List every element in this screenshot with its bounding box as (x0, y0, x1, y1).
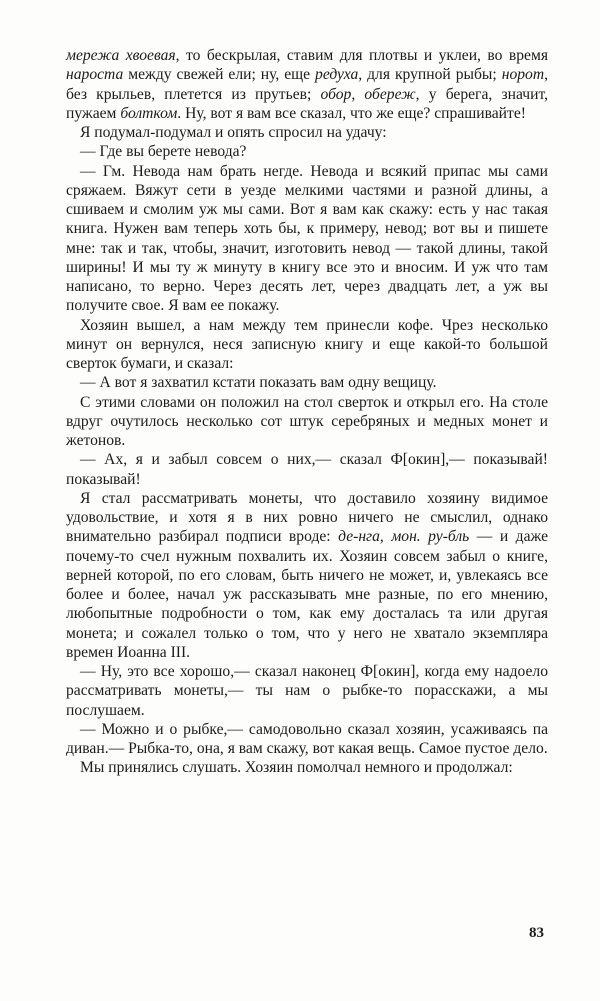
text-run: — Где вы берете невода? (80, 143, 247, 161)
text-run: . Ну, вот я вам все сказал, что же еще? спрашивайте! (177, 104, 526, 122)
italic-term: болтком (120, 104, 178, 122)
paragraph (66, 489, 548, 662)
text-run: Мы принялись слушать. Хозяин помолчал немного и продолжал: (80, 759, 513, 777)
text-run: для крупной рыбы; (362, 66, 502, 84)
text-run: С этими словами он положил на стол сверток и открыл его. На столе вдруг очутилось несколько сот штук серебряных и медных монет и жетонов. (66, 393, 548, 449)
paragraph (66, 46, 548, 123)
italic-term: обор, обереж (320, 85, 416, 103)
text-run: — Можно и о рыбке,— самодовольно сказал хозяин, усаживаясь па диван.— Рыбка-то, она, я вам скажу, вот какая вещь. Самое пустое дело. (66, 720, 548, 757)
paragraph (66, 393, 548, 451)
page-number: 83 (529, 925, 544, 941)
text-run: , без крыльев, плетется из прутьев; (66, 66, 548, 103)
italic-term: мережа хвоевая (66, 47, 176, 64)
text-run: — А вот я захватил кстати показать вам одну вещицу. (80, 374, 437, 392)
paragraph (66, 316, 548, 374)
italic-term: редуха, (315, 66, 363, 84)
text-run: , у берега, значит, пужаем (66, 85, 548, 122)
paragraph (66, 123, 548, 142)
paragraph (66, 373, 548, 392)
text-run: — и даже почему-то счел нужным похвалить их. Хозяин совсем забыл о книге, верней которой, по его словам, быть ничего не может, и, увлекаясь все более и более, начал уж рассказывать мне разные, по его мнению, любопытные подробности о том, как ему досталась та или другая монета; и сожалел только о том, что у него не хватало экземпляра времен Иоанна III. (66, 528, 548, 661)
text-run: — Ну, это все хорошо,— сказал наконец Ф[окин], когда ему надоело рассматривать монеты,— ты нам о рыбке-то порасскажи, а мы послушаем. (66, 663, 548, 719)
text-run: , то бескрылая, ставим для плотвы и уклеи, во время (175, 47, 549, 64)
italic-term: де-нга, мон. ру-бль (338, 528, 470, 546)
italic-term: нароста (66, 66, 124, 84)
paragraph (66, 142, 548, 161)
text-run: между свежей ели; ну, еще (123, 66, 316, 84)
paragraph (66, 758, 548, 777)
text-run: — Ах, я и забыл совсем о них,— сказал Ф[окин],— показывай! показывай! (66, 451, 548, 488)
text-run: — Гм. Невода нам брать негде. Невода и всякий припас мы сами сряжаем. Вяжут сети в уезде мелкими частями и разной длины, а сшиваем и смолим уж мы сами. Вот я вам как скажу: есть у нас такая книга. Нужен вам теперь хоть бы, к примеру, невод; вот вы и пишете мне: так и так, чтобы, значит, изготовить невод — такой длины, такой ширины! И мы ту ж минуту в книгу все это и вносим. И уж что там написано, то верно. Через десять лет, через двадцать лет, а уж вы получите свое. Я вам ее покажу. (66, 162, 548, 315)
italic-term: норот (501, 66, 545, 84)
text-run: Я стал рассматривать монеты, что доставило хозяину видимое удовольствие, и хотя я в них ровно ничего не смыслил, однако внимательно разбирал подписи вроде: (66, 489, 548, 546)
paragraph (66, 720, 548, 759)
text-run: Я подумал-подумал и опять спросил на удачу: (80, 124, 387, 141)
body-text (66, 46, 548, 778)
paragraph (66, 450, 548, 489)
text-run: Хозяин вышел, а нам между тем принесли кофе. Чрез несколько минут он вернулся, неся записную книгу и еще какой-то большой сверток бумаги, и сказал: (66, 316, 548, 372)
paragraph (66, 162, 548, 316)
paragraph (66, 662, 548, 720)
